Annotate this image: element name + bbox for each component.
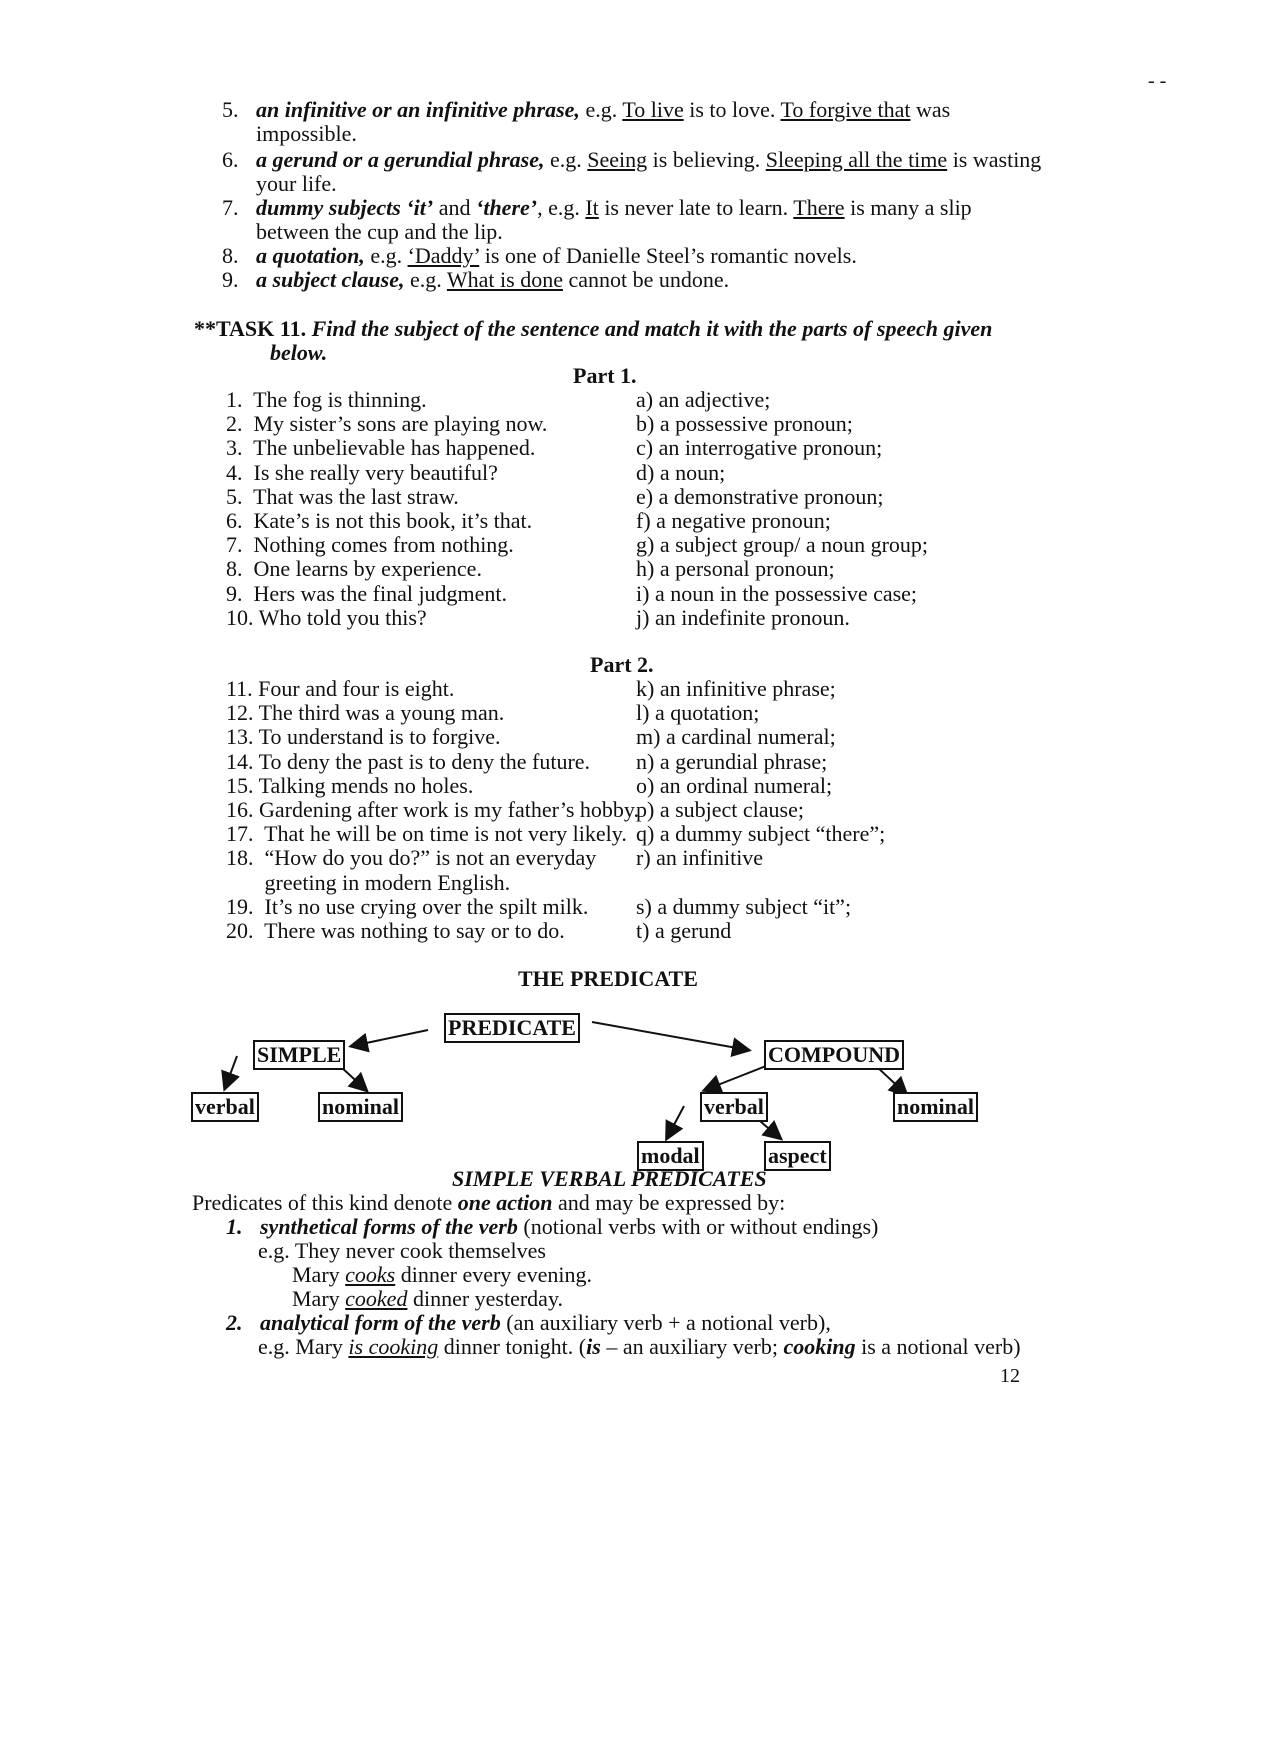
page-number: 12: [1000, 1365, 1020, 1387]
rule-number: 8.: [222, 243, 239, 268]
option-item: a) an adjective;: [636, 387, 771, 412]
eg-text: and: [433, 195, 476, 220]
predicate-heading: THE PREDICATE: [518, 966, 698, 991]
arrow-verbal-modal: [667, 1106, 684, 1138]
example-text: – an auxiliary verb;: [600, 1334, 784, 1359]
example-predicate: cooks: [345, 1262, 396, 1287]
arrow-predicate-compound: [592, 1022, 748, 1050]
sentence-item: 1. The fog is thinning.: [226, 387, 427, 412]
example-text: dinner yesterday.: [407, 1286, 564, 1311]
diagram-node-compound-verbal: verbal: [700, 1092, 768, 1122]
page-mark: - -: [1148, 70, 1167, 92]
option-item: p) a subject clause;: [636, 797, 804, 822]
svp-item-2: [226, 1310, 831, 1335]
option-item: s) a dummy subject “it”;: [636, 893, 852, 919]
rule-term: ‘there’: [476, 195, 538, 220]
eg-text: e.g.: [544, 147, 588, 172]
item-term: synthetical forms of the verb: [260, 1214, 518, 1239]
part-1-title: Part 1.: [573, 363, 637, 388]
example-text: is never late to learn.: [598, 195, 794, 220]
sentence-item: 13. To understand is to forgive.: [226, 724, 501, 750]
arrow-compound-verbal: [705, 1066, 766, 1090]
example-subject: To forgive that: [780, 97, 911, 122]
example-subject: What is done: [446, 267, 563, 292]
sentence-item: 5. That was the last straw.: [226, 483, 459, 509]
rule-continuation: between the cup and the lip.: [256, 219, 503, 244]
example-predicate: cooked: [345, 1286, 408, 1311]
example-emphasis: cooking: [783, 1334, 856, 1359]
diagram-node-simple-nominal: nominal: [318, 1092, 403, 1122]
sentence-item: 8. One learns by experience.: [226, 556, 482, 582]
rule-continuation: impossible.: [256, 121, 357, 146]
sentence-item: 15. Talking mends no holes.: [226, 772, 474, 798]
example-subject: There: [793, 195, 845, 220]
example-text: is wasting: [947, 147, 1042, 172]
sentence-item: 17. That he will be on time is not very likely.: [226, 821, 627, 847]
example-emphasis: is: [586, 1334, 601, 1359]
sentence-item: 19. It’s no use crying over the spilt milk.: [226, 893, 589, 919]
diagram-node-compound: COMPOUND: [764, 1040, 904, 1070]
option-item: f) a negative pronoun;: [636, 508, 831, 533]
sentence-item: 4. Is she really very beautiful?: [226, 459, 498, 485]
item-text: (notional verbs with or without endings): [517, 1214, 879, 1239]
option-item: l) a quotation;: [636, 700, 760, 726]
eg-text: , e.g.: [537, 195, 586, 220]
rule-number: 6.: [222, 147, 239, 172]
example-text: was: [910, 97, 951, 122]
example-text: is one of Danielle Steel’s romantic novels.: [479, 243, 857, 268]
sentence-item: 3. The unbelievable has happened.: [226, 435, 536, 461]
diagram-node-aspect: aspect: [764, 1141, 831, 1171]
item-text: (an auxiliary verb + a notional verb),: [500, 1310, 831, 1335]
sentence-item: 11. Four and four is eight.: [226, 676, 455, 701]
sentence-item: 20. There was nothing to say or to do.: [226, 918, 565, 943]
diagram-node-modal: modal: [637, 1141, 704, 1171]
example-text: is believing.: [647, 147, 766, 172]
sentence-item: greeting in modern English.: [226, 869, 511, 895]
example-text: Mary: [292, 1262, 346, 1287]
example-text: cannot be undone.: [562, 267, 730, 292]
sentence-item: 16. Gardening after work is my father’s hobby.: [226, 797, 640, 822]
sentence-item: 7. Nothing comes from nothing.: [226, 532, 514, 558]
example-line: [258, 1334, 1021, 1359]
task-label: **TASK 11.: [194, 316, 307, 341]
diagram-node-compound-nominal: nominal: [893, 1092, 978, 1122]
task-text: Find the subject of the sentence and match it with the parts of speech given: [311, 316, 993, 341]
intro-emphasis: one action: [457, 1190, 553, 1215]
item-term: analytical form of the verb: [260, 1310, 501, 1335]
sentence-item: 6. Kate’s is not this book, it’s that.: [226, 508, 533, 533]
sentence-item: 2. My sister’s sons are playing now.: [226, 411, 548, 437]
rule-term: a quotation,: [256, 243, 365, 268]
rule-term: a gerund or a gerundial phrase,: [256, 147, 545, 172]
item-number: 1.: [226, 1214, 243, 1239]
example-text: is a notional verb): [855, 1334, 1021, 1359]
example-text: dinner every evening.: [395, 1262, 592, 1287]
arrow-simple-verbal: [225, 1056, 237, 1088]
intro-text: and may be expressed by:: [552, 1190, 786, 1215]
svp-heading: SIMPLE VERBAL PREDICATES: [452, 1166, 767, 1191]
example-subject: Seeing: [587, 147, 648, 172]
diagram-node-predicate: PREDICATE: [444, 1013, 580, 1043]
example-line: e.g. They never cook themselves: [258, 1238, 546, 1263]
arrow-predicate-simple: [352, 1030, 428, 1046]
intro-text: Predicates of this kind denote: [192, 1190, 458, 1215]
example-subject: Sleeping all the time: [765, 147, 948, 172]
rule-term: a subject clause,: [256, 267, 405, 292]
sentence-item: 10. Who told you this?: [226, 604, 427, 630]
rule-continuation: your life.: [256, 171, 337, 196]
example-text: dinner tonight. (: [438, 1334, 587, 1359]
eg-text: e.g.: [579, 97, 623, 122]
option-item: h) a personal pronoun;: [636, 556, 835, 582]
option-item: k) an infinitive phrase;: [636, 676, 836, 701]
example-text: e.g. Mary: [258, 1334, 349, 1359]
example-line: [292, 1286, 563, 1311]
option-item: n) a gerundial phrase;: [636, 748, 828, 774]
rule-number: 9.: [222, 267, 239, 292]
part-2-title: Part 2.: [590, 652, 654, 677]
example-subject: It: [585, 195, 599, 220]
option-item: t) a gerund: [636, 918, 732, 943]
sentence-item: 9. Hers was the final judgment.: [226, 580, 508, 606]
eg-text: e.g.: [404, 267, 447, 292]
option-item: o) an ordinal numeral;: [636, 772, 833, 798]
option-item: i) a noun in the possessive case;: [636, 580, 918, 606]
option-item: m) a cardinal numeral;: [636, 724, 836, 750]
option-item: j) an indefinite pronoun.: [636, 604, 850, 630]
example-subject: ‘Daddy’: [407, 243, 480, 268]
rule-term: ‘it’: [400, 195, 434, 220]
arrow-compound-nominal: [876, 1066, 906, 1094]
example-text: is to love.: [683, 97, 781, 122]
rule-number: 5.: [222, 97, 239, 122]
item-number: 2.: [226, 1310, 243, 1335]
sentence-item: 18. “How do you do?” is not an everyday: [226, 845, 597, 871]
example-predicate: is cooking: [348, 1334, 439, 1359]
option-item: g) a subject group/ a noun group;: [636, 532, 929, 558]
eg-text: e.g.: [364, 243, 408, 268]
diagram-node-simple: SIMPLE: [253, 1040, 345, 1070]
example-text: Mary: [292, 1286, 346, 1311]
rule-term: an infinitive or an infinitive phrase,: [256, 97, 580, 122]
example-line: [292, 1262, 592, 1287]
rule-number: 7.: [222, 195, 239, 220]
option-item: d) a noun;: [636, 459, 726, 485]
option-item: q) a dummy subject “there”;: [636, 821, 886, 847]
diagram-node-simple-verbal: verbal: [191, 1092, 259, 1122]
example-subject: To live: [622, 97, 684, 122]
task-text-continuation: below.: [270, 340, 328, 365]
svp-intro: [192, 1190, 785, 1215]
option-item: c) an interrogative pronoun;: [636, 435, 883, 461]
rule-term: dummy subjects: [256, 195, 401, 220]
sentence-item: 14. To deny the past is to deny the future.: [226, 748, 591, 774]
sentence-item: 12. The third was a young man.: [226, 700, 505, 726]
option-item: b) a possessive pronoun;: [636, 411, 853, 437]
example-text: is many a slip: [844, 195, 972, 220]
svp-item-1: [226, 1214, 878, 1239]
option-item: e) a demonstrative pronoun;: [636, 483, 884, 509]
option-item: r) an infinitive: [636, 845, 764, 871]
